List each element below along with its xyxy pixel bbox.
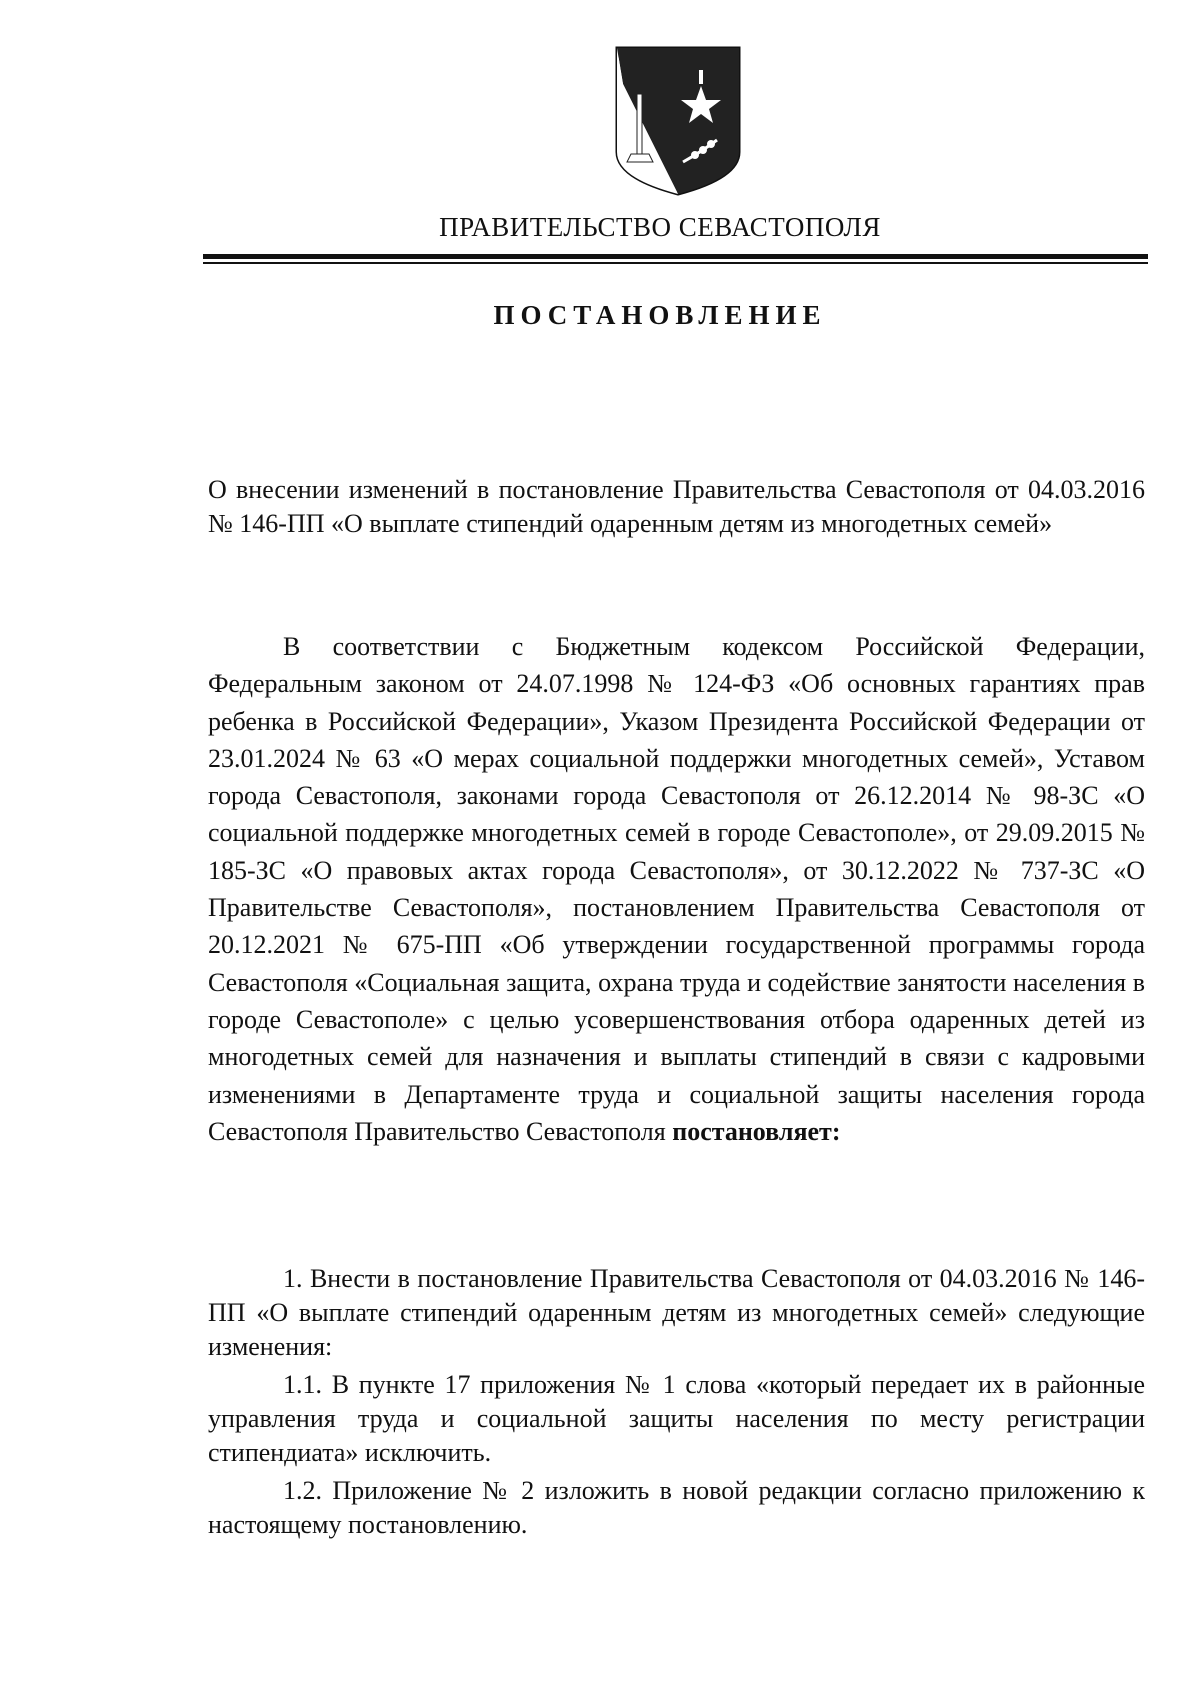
- header-divider-thin: [203, 262, 1148, 264]
- document-subject: О внесении изменений в постановление Правительства Севастополя от 04.03.2016 № 146-ПП «О выплате стипендий одаренным детям из многодетных семей»: [208, 475, 1145, 538]
- preamble-paragraph: [208, 628, 1145, 1150]
- resolution-items: [208, 1262, 1145, 1546]
- sevastopol-coat-of-arms-icon: [613, 44, 743, 198]
- resolution-item: 1. Внести в постановление Правительства Севастополя от 04.03.2016 № 146-ПП «О выплате стипендий одаренным детям из многодетных семей» следующие изменения:: [208, 1264, 1145, 1361]
- document-type-title: ПОСТАНОВЛЕНИЕ: [493, 300, 827, 330]
- resolves-word: постановляет:: [672, 1116, 841, 1146]
- resolution-item: 1.1. В пункте 17 приложения № 1 слова «который передает их в районные управления труда и социальной защиты населения по месту регистрации стипендиата» исключить.: [208, 1370, 1145, 1467]
- preamble-text: В соответствии с Бюджетным кодексом Российской Федерации, Федеральным законом от 24.07.1998 № 124-ФЗ «Об основных гарантиях прав ребенка в Российской Федерации», Указом Президента Российской Федерации от 23.01.2024 № 63 «О мерах социальной поддержки многодетных семей», Уставом города Севастополя, законами города Севастополя от 26.12.2014 № 98-ЗС «О социальной поддержке многодетных семей в городе Севастополе», от 29.09.2015 № 185-ЗС «О правовых актах города Севастополя», от 30.12.2022 № 737-ЗС «О Правительстве Севастополя», постановлением Правительства Севастополя от 20.12.2021 № 675-ПП «Об утверждении государственной программы города Севастополя «Социальная защита, охрана труда и содействие занятости населения в городе Севастополе» с целью усовершенствования отбора одаренных детей из многодетных семей для назначения и выплаты стипендий в связи с кадровыми изменениями в Департаменте труда и социальной защиты населения города Севастополя Правительство Севастополя: [208, 632, 1145, 1146]
- organization-name: ПРАВИТЕЛЬСТВО СЕВАСТОПОЛЯ: [439, 212, 881, 242]
- header-divider: [203, 254, 1148, 259]
- resolution-item: 1.2. Приложение № 2 изложить в новой редакции согласно приложению к настоящему постановлению.: [208, 1476, 1145, 1539]
